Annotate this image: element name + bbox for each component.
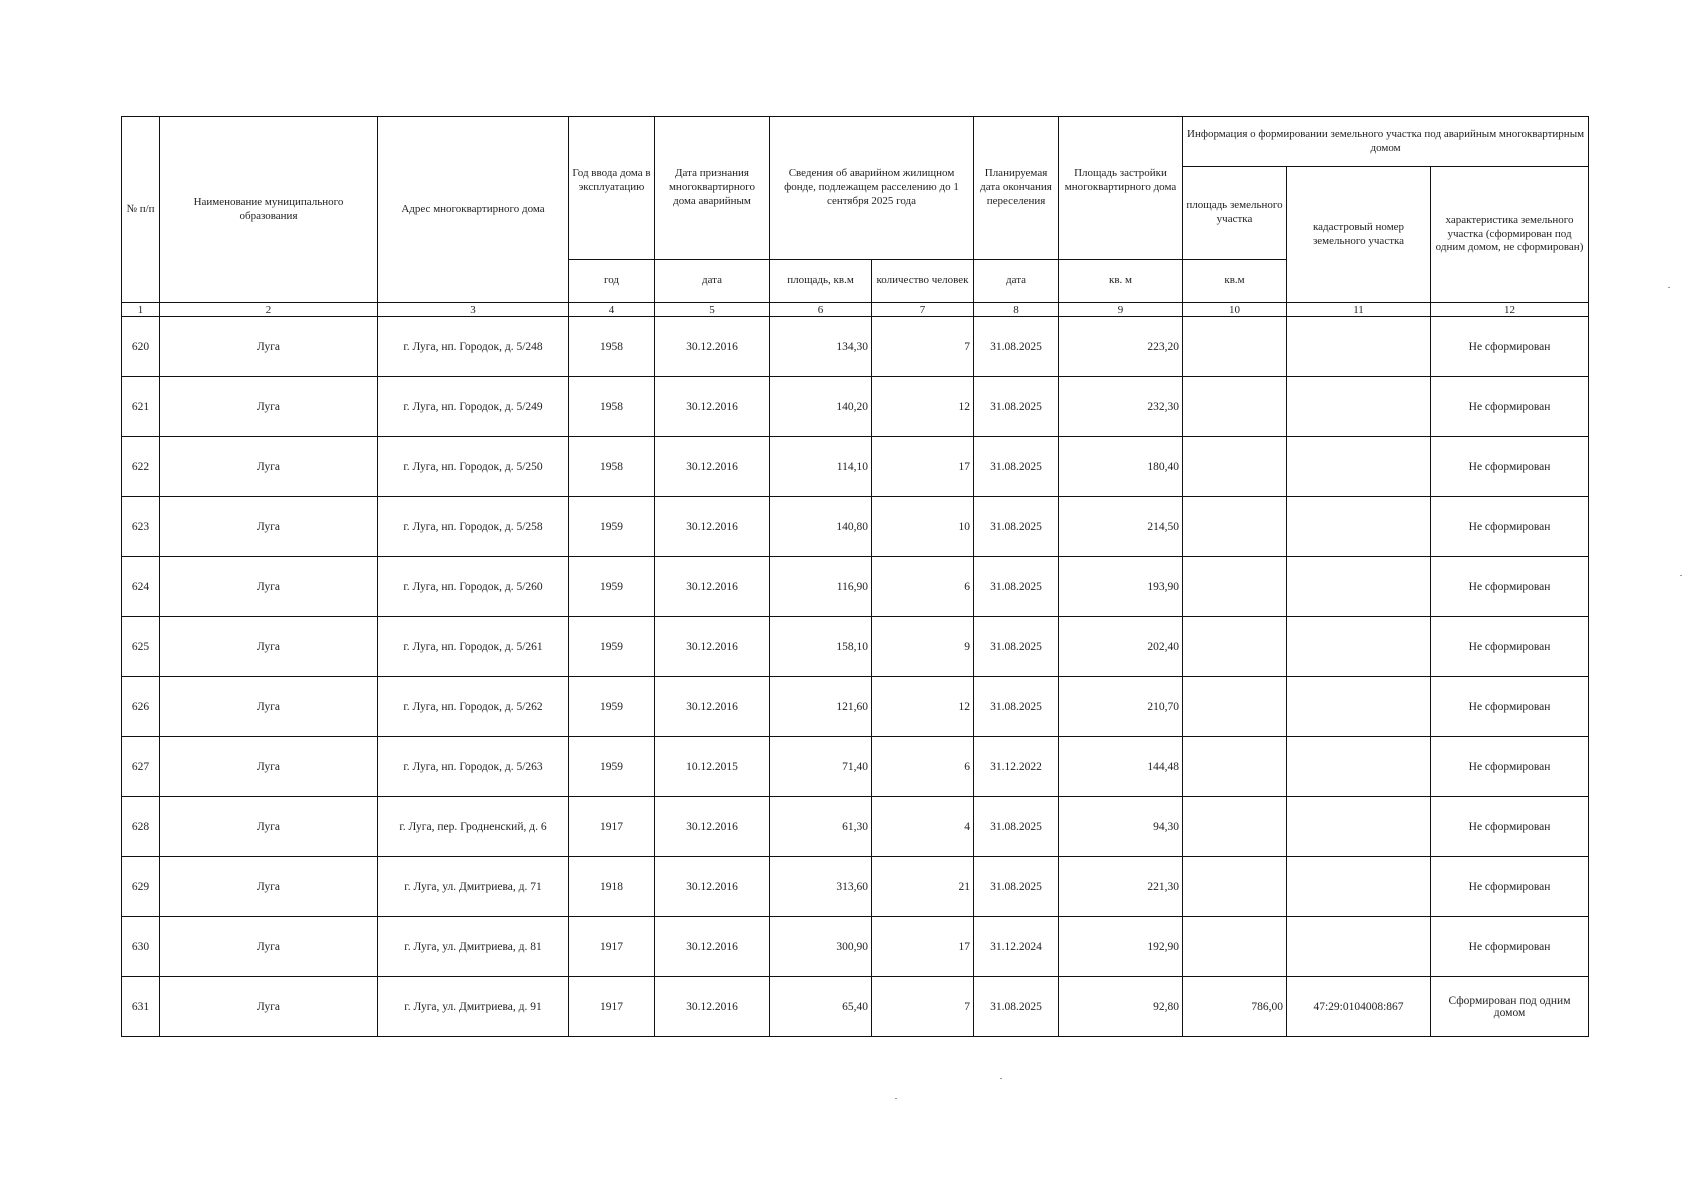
cell-people: 4 xyxy=(872,797,974,857)
cell-area: 158,10 xyxy=(770,617,872,677)
cell-municipality: Луга xyxy=(160,437,378,497)
cell-date-recognized: 30.12.2016 xyxy=(655,617,770,677)
cell-building-area: 232,30 xyxy=(1059,377,1183,437)
cell-municipality: Луга xyxy=(160,677,378,737)
cell-date-recognized: 30.12.2016 xyxy=(655,797,770,857)
cell-building-area: 223,20 xyxy=(1059,317,1183,377)
cell-num: 625 xyxy=(122,617,160,677)
column-number: 5 xyxy=(655,303,770,317)
cell-land-area xyxy=(1183,737,1287,797)
cell-date-recognized: 30.12.2016 xyxy=(655,857,770,917)
table-body xyxy=(122,317,1589,1037)
header-emergency-info: Сведения об аварийном жилищном фонде, подлежащем расселению до 1 сентября 2025 года xyxy=(770,117,974,260)
cell-year: 1917 xyxy=(569,917,655,977)
cell-address: г. Луга, ул. Дмитриева, д. 71 xyxy=(378,857,569,917)
cell-people: 6 xyxy=(872,737,974,797)
cell-planned-date: 31.08.2025 xyxy=(974,977,1059,1037)
cell-people: 17 xyxy=(872,917,974,977)
cell-land-area xyxy=(1183,437,1287,497)
header-year: Год ввода дома в эксплуатацию xyxy=(569,117,655,260)
unit-building-area: кв. м xyxy=(1059,260,1183,303)
cell-building-area: 221,30 xyxy=(1059,857,1183,917)
table-row xyxy=(122,797,1589,857)
cell-year: 1958 xyxy=(569,377,655,437)
cell-address: г. Луга, нп. Городок, д. 5/263 xyxy=(378,737,569,797)
cell-land-status: Не сформирован xyxy=(1431,917,1589,977)
header-land-char: характеристика земельного участка (сформирован под одним домом, не сформирован) xyxy=(1431,167,1589,303)
cell-address: г. Луга, нп. Городок, д. 5/250 xyxy=(378,437,569,497)
table-row xyxy=(122,617,1589,677)
cell-planned-date: 31.08.2025 xyxy=(974,557,1059,617)
cell-planned-date: 31.12.2024 xyxy=(974,917,1059,977)
cell-area: 61,30 xyxy=(770,797,872,857)
cell-area: 121,60 xyxy=(770,677,872,737)
cell-date-recognized: 10.12.2015 xyxy=(655,737,770,797)
cell-municipality: Луга xyxy=(160,917,378,977)
cell-year: 1959 xyxy=(569,737,655,797)
cell-year: 1917 xyxy=(569,797,655,857)
cell-area: 71,40 xyxy=(770,737,872,797)
cell-year: 1958 xyxy=(569,437,655,497)
cell-area: 313,60 xyxy=(770,857,872,917)
cell-cadastral xyxy=(1287,617,1431,677)
cell-land-area xyxy=(1183,377,1287,437)
cell-land-status: Не сформирован xyxy=(1431,857,1589,917)
cell-num: 628 xyxy=(122,797,160,857)
cell-land-status: Не сформирован xyxy=(1431,677,1589,737)
unit-date-recognized: дата xyxy=(655,260,770,303)
cell-year: 1959 xyxy=(569,557,655,617)
cell-land-status: Сформирован под одним домом xyxy=(1431,977,1589,1037)
column-number: 7 xyxy=(872,303,974,317)
cell-land-area xyxy=(1183,917,1287,977)
header-land-area: площадь земельного участка xyxy=(1183,167,1287,260)
table-row xyxy=(122,317,1589,377)
cell-cadastral xyxy=(1287,317,1431,377)
cell-num: 620 xyxy=(122,317,160,377)
cell-land-status: Не сформирован xyxy=(1431,497,1589,557)
unit-people: количество человек xyxy=(872,260,974,303)
table-row xyxy=(122,677,1589,737)
cell-area: 140,80 xyxy=(770,497,872,557)
cell-cadastral xyxy=(1287,677,1431,737)
cell-cadastral xyxy=(1287,557,1431,617)
cell-land-area xyxy=(1183,497,1287,557)
cell-address: г. Луга, ул. Дмитриева, д. 91 xyxy=(378,977,569,1037)
cell-num: 630 xyxy=(122,917,160,977)
cell-address: г. Луга, нп. Городок, д. 5/260 xyxy=(378,557,569,617)
cell-num: 621 xyxy=(122,377,160,437)
cell-people: 12 xyxy=(872,677,974,737)
cell-cadastral xyxy=(1287,737,1431,797)
cell-land-area xyxy=(1183,677,1287,737)
cell-people: 7 xyxy=(872,977,974,1037)
cell-year: 1959 xyxy=(569,497,655,557)
cell-address: г. Луга, нп. Городок, д. 5/258 xyxy=(378,497,569,557)
cell-num: 624 xyxy=(122,557,160,617)
cell-building-area: 202,40 xyxy=(1059,617,1183,677)
cell-planned-date: 31.08.2025 xyxy=(974,437,1059,497)
cell-municipality: Луга xyxy=(160,857,378,917)
column-number: 12 xyxy=(1431,303,1589,317)
scan-speck xyxy=(895,1098,897,1099)
cell-date-recognized: 30.12.2016 xyxy=(655,497,770,557)
cell-num: 622 xyxy=(122,437,160,497)
cell-cadastral xyxy=(1287,797,1431,857)
column-number: 4 xyxy=(569,303,655,317)
cell-people: 17 xyxy=(872,437,974,497)
cell-municipality: Луга xyxy=(160,377,378,437)
cell-land-area xyxy=(1183,317,1287,377)
unit-planned-date: дата xyxy=(974,260,1059,303)
table-row xyxy=(122,917,1589,977)
header-address: Адрес многоквартирного дома xyxy=(378,117,569,303)
cell-date-recognized: 30.12.2016 xyxy=(655,317,770,377)
header-land-info: Информация о формировании земельного участка под аварийным многоквартирным домом xyxy=(1183,117,1589,167)
cell-num: 626 xyxy=(122,677,160,737)
cell-cadastral xyxy=(1287,917,1431,977)
cell-planned-date: 31.08.2025 xyxy=(974,317,1059,377)
column-number: 1 xyxy=(122,303,160,317)
column-number: 2 xyxy=(160,303,378,317)
table-row xyxy=(122,497,1589,557)
cell-people: 10 xyxy=(872,497,974,557)
cell-land-area xyxy=(1183,557,1287,617)
cell-land-status: Не сформирован xyxy=(1431,437,1589,497)
table-row xyxy=(122,557,1589,617)
cell-land-area xyxy=(1183,857,1287,917)
cell-date-recognized: 30.12.2016 xyxy=(655,917,770,977)
cell-area: 140,20 xyxy=(770,377,872,437)
cell-year: 1958 xyxy=(569,317,655,377)
table-row xyxy=(122,977,1589,1037)
cell-num: 629 xyxy=(122,857,160,917)
cell-building-area: 180,40 xyxy=(1059,437,1183,497)
column-number: 3 xyxy=(378,303,569,317)
cell-address: г. Луга, ул. Дмитриева, д. 81 xyxy=(378,917,569,977)
cell-cadastral: 47:29:0104008:867 xyxy=(1287,977,1431,1037)
header-municipality: Наименование муниципального образования xyxy=(160,117,378,303)
header-num: № п/п xyxy=(122,117,160,303)
cell-cadastral xyxy=(1287,377,1431,437)
cell-municipality: Луга xyxy=(160,617,378,677)
cell-area: 116,90 xyxy=(770,557,872,617)
cell-building-area: 210,70 xyxy=(1059,677,1183,737)
scan-speck xyxy=(1668,287,1670,288)
cell-people: 9 xyxy=(872,617,974,677)
column-number: 11 xyxy=(1287,303,1431,317)
cell-planned-date: 31.08.2025 xyxy=(974,617,1059,677)
cell-people: 7 xyxy=(872,317,974,377)
cell-address: г. Луга, нп. Городок, д. 5/249 xyxy=(378,377,569,437)
cell-year: 1959 xyxy=(569,617,655,677)
header-building-area: Площадь застройки многоквартирного дома xyxy=(1059,117,1183,260)
scan-speck xyxy=(1000,1078,1002,1079)
cell-building-area: 144,48 xyxy=(1059,737,1183,797)
cell-cadastral xyxy=(1287,497,1431,557)
cell-planned-date: 31.08.2025 xyxy=(974,377,1059,437)
column-number: 6 xyxy=(770,303,872,317)
unit-year: год xyxy=(569,260,655,303)
column-number: 10 xyxy=(1183,303,1287,317)
cell-land-area xyxy=(1183,617,1287,677)
header-cadastral: кадастровый номер земельного участка xyxy=(1287,167,1431,303)
cell-year: 1917 xyxy=(569,977,655,1037)
cell-planned-date: 31.08.2025 xyxy=(974,857,1059,917)
cell-address: г. Луга, нп. Городок, д. 5/261 xyxy=(378,617,569,677)
cell-year: 1918 xyxy=(569,857,655,917)
cell-land-status: Не сформирован xyxy=(1431,557,1589,617)
unit-area: площадь, кв.м xyxy=(770,260,872,303)
cell-cadastral xyxy=(1287,857,1431,917)
cell-area: 114,10 xyxy=(770,437,872,497)
cell-date-recognized: 30.12.2016 xyxy=(655,677,770,737)
cell-municipality: Луга xyxy=(160,497,378,557)
cell-building-area: 193,90 xyxy=(1059,557,1183,617)
cell-people: 6 xyxy=(872,557,974,617)
cell-address: г. Луга, нп. Городок, д. 5/262 xyxy=(378,677,569,737)
cell-land-status: Не сформирован xyxy=(1431,617,1589,677)
cell-municipality: Луга xyxy=(160,317,378,377)
cell-date-recognized: 30.12.2016 xyxy=(655,977,770,1037)
cell-date-recognized: 30.12.2016 xyxy=(655,557,770,617)
cell-num: 623 xyxy=(122,497,160,557)
cell-cadastral xyxy=(1287,437,1431,497)
cell-planned-date: 31.08.2025 xyxy=(974,797,1059,857)
cell-municipality: Луга xyxy=(160,737,378,797)
cell-area: 134,30 xyxy=(770,317,872,377)
table-row xyxy=(122,437,1589,497)
column-number: 8 xyxy=(974,303,1059,317)
cell-land-area xyxy=(1183,797,1287,857)
cell-planned-date: 31.08.2025 xyxy=(974,497,1059,557)
cell-people: 21 xyxy=(872,857,974,917)
cell-land-area: 786,00 xyxy=(1183,977,1287,1037)
cell-planned-date: 31.08.2025 xyxy=(974,677,1059,737)
cell-address: г. Луга, нп. Городок, д. 5/248 xyxy=(378,317,569,377)
cell-land-status: Не сформирован xyxy=(1431,797,1589,857)
cell-land-status: Не сформирован xyxy=(1431,317,1589,377)
header-date-recognized: Дата признания многоквартирного дома аварийным xyxy=(655,117,770,260)
cell-land-status: Не сформирован xyxy=(1431,377,1589,437)
cell-planned-date: 31.12.2022 xyxy=(974,737,1059,797)
cell-area: 300,90 xyxy=(770,917,872,977)
table-row xyxy=(122,737,1589,797)
cell-building-area: 214,50 xyxy=(1059,497,1183,557)
column-number: 9 xyxy=(1059,303,1183,317)
cell-municipality: Луга xyxy=(160,797,378,857)
table-row xyxy=(122,857,1589,917)
emergency-housing-table xyxy=(121,116,1589,1037)
scan-speck xyxy=(1680,575,1682,576)
cell-building-area: 92,80 xyxy=(1059,977,1183,1037)
cell-address: г. Луга, пер. Гродненский, д. 6 xyxy=(378,797,569,857)
cell-building-area: 192,90 xyxy=(1059,917,1183,977)
cell-municipality: Луга xyxy=(160,977,378,1037)
unit-land-area: кв.м xyxy=(1183,260,1287,303)
cell-year: 1959 xyxy=(569,677,655,737)
cell-num: 631 xyxy=(122,977,160,1037)
cell-date-recognized: 30.12.2016 xyxy=(655,437,770,497)
cell-people: 12 xyxy=(872,377,974,437)
table-row xyxy=(122,377,1589,437)
cell-date-recognized: 30.12.2016 xyxy=(655,377,770,437)
header-planned-date: Планируемая дата окончания переселения xyxy=(974,117,1059,260)
cell-area: 65,40 xyxy=(770,977,872,1037)
cell-building-area: 94,30 xyxy=(1059,797,1183,857)
cell-municipality: Луга xyxy=(160,557,378,617)
cell-num: 627 xyxy=(122,737,160,797)
cell-land-status: Не сформирован xyxy=(1431,737,1589,797)
